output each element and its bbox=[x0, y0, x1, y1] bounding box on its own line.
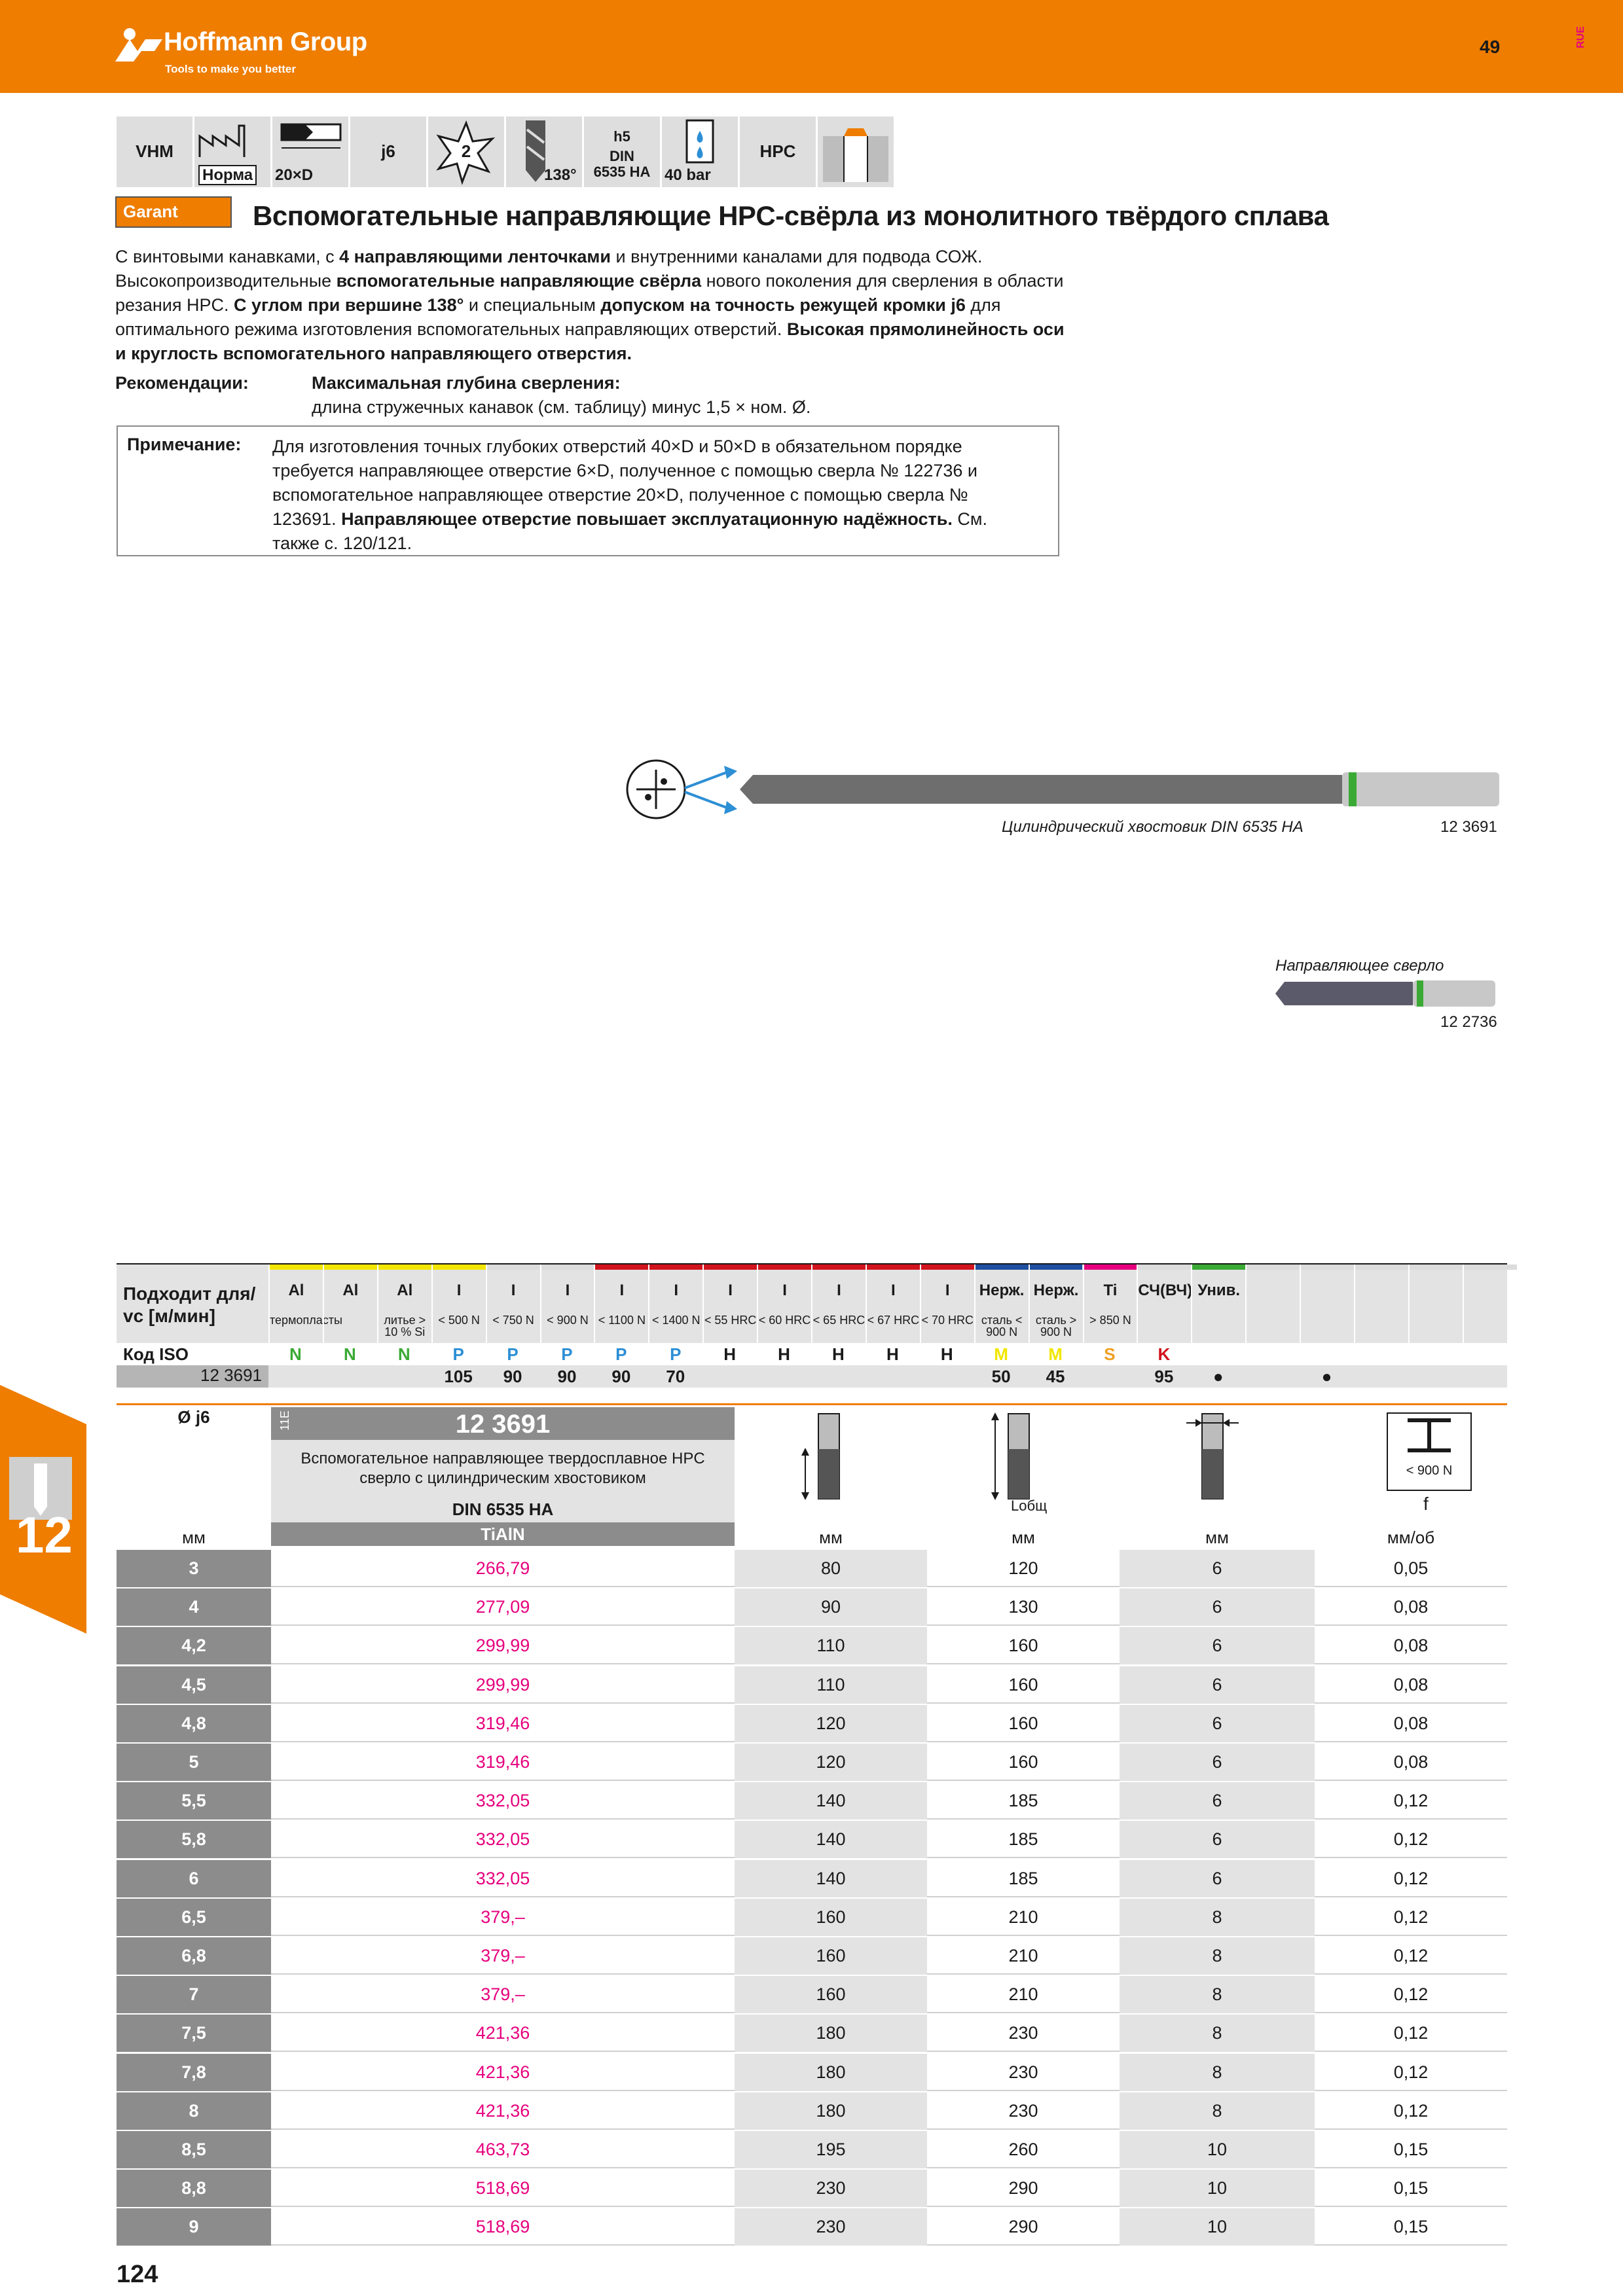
total-length-cell: 230 bbox=[927, 2054, 1120, 2091]
depth-icon bbox=[272, 117, 348, 187]
cutting-speed: ● bbox=[1213, 1367, 1224, 1386]
diameter-cell: 8,8 bbox=[117, 2170, 271, 2207]
iso-code: P bbox=[452, 1344, 464, 1364]
total-length-cell: 185 bbox=[927, 1782, 1120, 1820]
feed-cell: 0,12 bbox=[1315, 1937, 1507, 1975]
iso-code: H bbox=[940, 1344, 953, 1364]
shank-dia-cell: 6 bbox=[1120, 1821, 1315, 1858]
header-band bbox=[0, 0, 1623, 93]
material-detail: термопласты bbox=[270, 1314, 342, 1327]
total-length-cell: 260 bbox=[927, 2131, 1120, 2168]
material-detail: < 500 N bbox=[438, 1314, 480, 1327]
material-name: I bbox=[511, 1282, 516, 1299]
material-detail: < 67 HRC bbox=[867, 1314, 920, 1327]
total-length-cell: 160 bbox=[927, 1627, 1120, 1664]
flute-length-cell: 140 bbox=[735, 1860, 927, 1897]
flute-length-cell: 180 bbox=[735, 2092, 927, 2130]
flute-length-cell: 230 bbox=[735, 2170, 927, 2207]
cutting-speed: 90 bbox=[503, 1367, 522, 1386]
shank-dia-cell: 6 bbox=[1120, 1705, 1315, 1742]
shank-dia-cell: 6 bbox=[1120, 1860, 1315, 1897]
material-name: Ti bbox=[1103, 1282, 1118, 1299]
feed-cell: 0,12 bbox=[1315, 1899, 1507, 1936]
recommendation-line2: длина стружечных канавок (см. таблицу) минус 1,5 × ном. Ø. bbox=[312, 397, 811, 417]
note-box bbox=[117, 425, 1059, 556]
unit-flute: мм bbox=[819, 1528, 843, 1547]
diameter-cell: 8,5 bbox=[117, 2131, 271, 2168]
total-length-cell: 160 bbox=[927, 1744, 1120, 1781]
iso-code: S bbox=[1104, 1344, 1116, 1364]
main-drill-caption: Цилиндрический хвостовик DIN 6535 HA bbox=[1002, 818, 1304, 836]
shank-dia-cell: 8 bbox=[1120, 1937, 1315, 1975]
iso-code: K bbox=[1158, 1344, 1171, 1364]
iso-code: N bbox=[289, 1344, 302, 1364]
diameter-cell: 5,5 bbox=[117, 1782, 271, 1820]
price-cell: 299,99 bbox=[271, 1627, 735, 1664]
material-name: Al bbox=[342, 1282, 359, 1299]
recommendation-line1: Максимальная глубина сверления: bbox=[312, 373, 621, 393]
vhm-icon bbox=[117, 117, 192, 187]
material-column bbox=[1354, 1265, 1408, 1343]
feed-material: < 900 N bbox=[1406, 1463, 1453, 1478]
flute-length-cell: 120 bbox=[735, 1744, 927, 1781]
price-cell: 379,– bbox=[271, 1976, 735, 2013]
iso-label: Код ISO bbox=[123, 1344, 189, 1364]
hoffmann-logo-icon bbox=[115, 25, 162, 62]
table-row bbox=[117, 2208, 1507, 2247]
page-title: Вспомогательные направляющие HPC-свёрла из монолитного твёрдого сплава bbox=[253, 200, 1329, 231]
diameter-cell: 7,8 bbox=[117, 2054, 271, 2091]
material-name: I bbox=[728, 1282, 733, 1299]
price-cell: 332,05 bbox=[271, 1782, 735, 1820]
pilot-drill-article: 12 2736 bbox=[1440, 1013, 1497, 1031]
iso-code: M bbox=[1048, 1344, 1063, 1364]
diameter-cell: 5,8 bbox=[117, 1821, 271, 1858]
material-name: I bbox=[565, 1282, 570, 1299]
shank-dia-cell: 10 bbox=[1120, 2131, 1315, 2168]
material-name: I bbox=[891, 1282, 896, 1299]
unit-dia: мм bbox=[182, 1528, 206, 1547]
feed-cell: 0,15 bbox=[1315, 2170, 1507, 2207]
table-row bbox=[117, 1744, 1507, 1782]
pilot-drill-caption: Направляющее сверло bbox=[1275, 957, 1444, 975]
shank-standard: 6535 HA bbox=[593, 164, 651, 180]
flutes-label: 2 bbox=[461, 141, 471, 161]
iso-code: N bbox=[397, 1344, 410, 1364]
table-row bbox=[117, 1976, 1507, 2015]
garant-badge: Garant bbox=[115, 196, 232, 228]
diameter-cell: 6 bbox=[117, 1860, 271, 1897]
material-column bbox=[974, 1265, 1029, 1343]
diameter-cell: 3 bbox=[117, 1550, 271, 1587]
feed-cell: 0,08 bbox=[1315, 1627, 1507, 1664]
steel-beam-icon bbox=[1388, 1414, 1470, 1460]
brand-name: Hoffmann Group bbox=[164, 27, 367, 56]
flute-length-cell: 180 bbox=[735, 2054, 927, 2091]
table-row bbox=[117, 1550, 1507, 1588]
catalog-page-code: 49 bbox=[1480, 37, 1501, 57]
iso-code: H bbox=[886, 1344, 899, 1364]
feed-cell: 0,12 bbox=[1315, 1821, 1507, 1858]
material-column bbox=[648, 1265, 702, 1343]
table-row bbox=[117, 1705, 1507, 1744]
price-cell: 421,36 bbox=[271, 2054, 735, 2091]
units-row bbox=[117, 1525, 1507, 1549]
diameter-cell: 4,2 bbox=[117, 1627, 271, 1664]
flute-length-cell: 110 bbox=[735, 1627, 927, 1664]
material-detail: < 1400 N bbox=[651, 1314, 701, 1327]
feed-cell: 0,05 bbox=[1315, 1550, 1507, 1587]
suitability-article: 12 3691 bbox=[117, 1365, 268, 1388]
price-cell: 518,69 bbox=[271, 2208, 735, 2246]
price-cell: 518,69 bbox=[271, 2170, 735, 2207]
material-column bbox=[540, 1265, 594, 1343]
flute-length-cell: 160 bbox=[735, 1937, 927, 1975]
feed-cell: 0,08 bbox=[1315, 1666, 1507, 1704]
table-row bbox=[117, 1937, 1507, 1976]
feed-cell: 0,08 bbox=[1315, 1588, 1507, 1626]
coating: TiAlN bbox=[271, 1522, 735, 1546]
iso-code: H bbox=[778, 1344, 790, 1364]
diameter-cell: 7,5 bbox=[117, 2015, 271, 2052]
table-row bbox=[117, 1899, 1507, 1937]
material-name: I bbox=[456, 1282, 462, 1299]
price-cell: 332,05 bbox=[271, 1821, 735, 1858]
feed-cell: 0,12 bbox=[1315, 1976, 1507, 2013]
total-length-cell: 185 bbox=[927, 1821, 1120, 1858]
flute-length-cell: 110 bbox=[735, 1666, 927, 1704]
diameter-cell: 6,8 bbox=[117, 1937, 271, 1975]
flute-length-cell: 160 bbox=[735, 1976, 927, 2013]
flute-length-cell: 195 bbox=[735, 2131, 927, 2168]
material-column bbox=[757, 1265, 811, 1343]
material-name: I bbox=[782, 1282, 787, 1299]
total-length-cell: 160 bbox=[927, 1705, 1120, 1742]
flute-length-cell: 140 bbox=[735, 1782, 927, 1820]
pilot-drill-image bbox=[1275, 979, 1498, 1008]
diameter-cell: 4,8 bbox=[117, 1705, 271, 1742]
material-detail: сталь > 900 N bbox=[1035, 1314, 1077, 1338]
material-detail: < 750 N bbox=[492, 1314, 534, 1327]
cutting-speed: 90 bbox=[557, 1367, 577, 1386]
shank-tolerance: h5 bbox=[613, 128, 630, 145]
table-row bbox=[117, 1821, 1507, 1859]
material-column bbox=[1137, 1265, 1191, 1343]
material-detail: литье > 10 % Si bbox=[384, 1314, 426, 1338]
shank-din: DIN bbox=[610, 148, 634, 164]
flutes-icon bbox=[428, 117, 504, 187]
flute-length-cell: 230 bbox=[735, 2208, 927, 2246]
material-column bbox=[1463, 1265, 1517, 1343]
shank-dia-cell: 8 bbox=[1120, 2015, 1315, 2052]
total-length-cell: 230 bbox=[927, 2092, 1120, 2130]
total-length-cell: 210 bbox=[927, 1899, 1120, 1936]
material-detail: < 70 HRC bbox=[921, 1314, 974, 1327]
dia-header: Ø j6 bbox=[177, 1407, 210, 1427]
material-detail: < 55 HRC bbox=[704, 1314, 757, 1327]
iso-code: H bbox=[832, 1344, 845, 1364]
vhm-label: VHM bbox=[136, 141, 173, 161]
product-standard: DIN 6535 HA bbox=[271, 1496, 735, 1522]
table-row bbox=[117, 1666, 1507, 1705]
iso-code: P bbox=[507, 1344, 519, 1364]
diameter-cell: 9 bbox=[117, 2208, 271, 2246]
feed-symbol: f bbox=[1423, 1494, 1429, 1514]
suitability-label: Подходит для/ vc [м/мин] bbox=[123, 1283, 256, 1326]
flute-length-cell: 80 bbox=[735, 1550, 927, 1587]
shank-dia-cell: 10 bbox=[1120, 2170, 1315, 2207]
material-column bbox=[323, 1265, 377, 1343]
diameter-cell: 6,5 bbox=[117, 1899, 271, 1936]
price-cell: 379,– bbox=[271, 1899, 735, 1936]
table-row bbox=[117, 1627, 1507, 1666]
iso-code: M bbox=[994, 1344, 1008, 1364]
table-row bbox=[117, 2054, 1507, 2092]
iso-code: P bbox=[615, 1344, 627, 1364]
price-cell: 299,99 bbox=[271, 1666, 735, 1704]
feed-cell: 0,12 bbox=[1315, 2015, 1507, 2052]
shank-dia-cell: 8 bbox=[1120, 2092, 1315, 2130]
total-length-cell: 210 bbox=[927, 1937, 1120, 1975]
table-row bbox=[117, 1860, 1507, 1899]
total-length-cell: 290 bbox=[927, 2208, 1120, 2246]
material-detail: < 65 HRC bbox=[812, 1314, 866, 1327]
material-column bbox=[1408, 1265, 1463, 1343]
material-column bbox=[702, 1265, 757, 1343]
tolerance-label: j6 bbox=[381, 141, 395, 161]
material-detail: < 1100 N bbox=[598, 1314, 646, 1327]
shank-dia-cell: 6 bbox=[1120, 1744, 1315, 1781]
price-cell: 319,46 bbox=[271, 1744, 735, 1781]
note-label: Примечание: bbox=[127, 435, 242, 454]
material-name: Нерж. bbox=[979, 1282, 1025, 1299]
feed-cell: 0,12 bbox=[1315, 1782, 1507, 1820]
price-cell: 332,05 bbox=[271, 1860, 735, 1897]
material-detail: < 60 HRC bbox=[758, 1314, 811, 1327]
material-column bbox=[811, 1265, 866, 1343]
price-cell: 421,36 bbox=[271, 2092, 735, 2130]
unit-feed: мм/об bbox=[1387, 1528, 1435, 1547]
feed-cell: 0,08 bbox=[1315, 1705, 1507, 1742]
price-cell: 421,36 bbox=[271, 2015, 735, 2052]
feed-cell: 0,12 bbox=[1315, 1860, 1507, 1897]
note-text: Для изготовления точных глубоких отверстий 40×D и 50×D в обязательном порядке требуется направляющее отверстие 6×D, полученное с помощью сверла № 122736 и вспомогательное направляющее отверстие 20×D, полученное с помощью сверла № 123691. Направляющее отверстие повышает эксплуатационную надёжность. См. также с. 120/121. bbox=[272, 437, 987, 553]
shank-dia-cell: 6 bbox=[1120, 1550, 1315, 1587]
iso-code: H bbox=[723, 1344, 737, 1364]
cutting-speed: 70 bbox=[666, 1367, 685, 1386]
total-length-cell: 185 bbox=[927, 1860, 1120, 1897]
recommendation-label: Рекомендации: bbox=[115, 373, 249, 393]
hpc-label: HPC bbox=[759, 141, 796, 161]
shank-dia-cell: 6 bbox=[1120, 1588, 1315, 1626]
diameter-cell: 4 bbox=[117, 1588, 271, 1626]
chapter-number: 12 bbox=[16, 1506, 73, 1564]
total-length-sub: Lобщ bbox=[1011, 1498, 1048, 1514]
material-detail: сталь < 900 N bbox=[981, 1314, 1023, 1338]
shank-dia-icon bbox=[1160, 1410, 1265, 1508]
material-column bbox=[486, 1265, 540, 1343]
material-name: Нерж. bbox=[1033, 1282, 1079, 1299]
iso-code: P bbox=[561, 1344, 573, 1364]
feed-cell: 0,15 bbox=[1315, 2208, 1507, 2246]
total-length-cell: 230 bbox=[927, 2015, 1120, 2052]
diameter-cell: 4,5 bbox=[117, 1666, 271, 1704]
material-name: I bbox=[837, 1282, 841, 1299]
table-row bbox=[117, 2131, 1507, 2170]
material-column bbox=[1245, 1265, 1300, 1343]
pilot-hole-icon bbox=[818, 117, 894, 187]
total-length-cell: 130 bbox=[927, 1588, 1120, 1626]
material-column bbox=[1029, 1265, 1083, 1343]
feed-cell: 0,15 bbox=[1315, 2131, 1507, 2168]
shank-dia-cell: 6 bbox=[1120, 1666, 1315, 1704]
iso-code-row bbox=[117, 1343, 1507, 1365]
shank-icon bbox=[584, 117, 660, 187]
cutting-speed: 45 bbox=[1046, 1367, 1065, 1386]
price-cell: 277,09 bbox=[271, 1588, 735, 1626]
point-angle-icon bbox=[506, 117, 582, 187]
material-name: Al bbox=[288, 1282, 304, 1299]
product-description: С винтовыми канавками, с 4 направляющими ленточками и внутренними каналами для подвода СОЖ. Высокопроизводительные вспомогательные направляющие свёрла нового поколения для сверления в области резания HPC. С углом при вершине 138° и специальным допуском на точность режущей кромки j6 для оптимального режима изготовления вспомогательных направляющих отверстий. Высокая прямолинейность оси и круглость вспомогательного направляющего отверстия. bbox=[115, 247, 1065, 363]
price-cell: 266,79 bbox=[271, 1550, 735, 1587]
total-length-cell: 210 bbox=[927, 1976, 1120, 2013]
flute-length-cell: 180 bbox=[735, 2015, 927, 2052]
flute-length-cell: 160 bbox=[735, 1899, 927, 1936]
diameter-cell: 8 bbox=[117, 2092, 271, 2130]
material-name: I bbox=[945, 1282, 950, 1299]
total-length-cell: 290 bbox=[927, 2170, 1120, 2207]
material-column bbox=[866, 1265, 920, 1343]
table-row bbox=[117, 2015, 1507, 2053]
flute-length-cell: 140 bbox=[735, 1821, 927, 1858]
material-name: I bbox=[674, 1282, 679, 1299]
material-name: СЧ(ВЧ) bbox=[1138, 1282, 1193, 1299]
shank-dia-cell: 8 bbox=[1120, 2054, 1315, 2091]
material-column bbox=[268, 1265, 342, 1343]
norm-icon bbox=[194, 117, 270, 187]
hpc-icon bbox=[740, 117, 816, 187]
shank-dia-cell: 8 bbox=[1120, 1899, 1315, 1936]
feed-cell: 0,12 bbox=[1315, 2092, 1507, 2130]
table-row bbox=[117, 2170, 1507, 2208]
code-tag: 11E bbox=[278, 1410, 291, 1431]
unit-total: мм bbox=[1012, 1528, 1035, 1547]
cutting-speed: 95 bbox=[1154, 1367, 1174, 1386]
material-column bbox=[594, 1265, 648, 1343]
feed-cell: 0,08 bbox=[1315, 1744, 1507, 1781]
property-icon-strip bbox=[117, 117, 894, 187]
material-name: I bbox=[619, 1282, 625, 1299]
material-detail: > 850 N bbox=[1089, 1314, 1131, 1327]
material-name: Al bbox=[397, 1282, 413, 1299]
pilot-hole-diagram-icon bbox=[818, 117, 894, 187]
shank-dia-cell: 8 bbox=[1120, 1976, 1315, 2013]
price-cell: 463,73 bbox=[271, 2131, 735, 2168]
material-column bbox=[1300, 1265, 1354, 1343]
feed-cell: 0,12 bbox=[1315, 2054, 1507, 2091]
material-column bbox=[431, 1265, 486, 1343]
flute-length-cell: 120 bbox=[735, 1705, 927, 1742]
material-column bbox=[1191, 1265, 1245, 1343]
norm-label: Норма bbox=[198, 165, 257, 185]
cutting-speed: ● bbox=[1321, 1367, 1332, 1386]
flute-length-cell: 90 bbox=[735, 1588, 927, 1626]
depth-label: 20×D bbox=[275, 166, 314, 184]
brand-tagline: Tools to make you better bbox=[165, 63, 296, 75]
material-column bbox=[377, 1265, 431, 1343]
coolant-icon bbox=[662, 117, 738, 187]
article-number: 12 3691 bbox=[455, 1410, 551, 1439]
diameter-cell: 7 bbox=[117, 1976, 271, 2013]
cutting-speed: 105 bbox=[444, 1367, 473, 1386]
cutting-speed: 90 bbox=[611, 1367, 631, 1386]
material-name: Унив. bbox=[1197, 1282, 1241, 1299]
article-header bbox=[271, 1407, 735, 1440]
material-column bbox=[920, 1265, 974, 1343]
page-number: 124 bbox=[117, 2261, 158, 2288]
table-row bbox=[117, 1588, 1507, 1627]
table-row bbox=[117, 1782, 1507, 1821]
shank-dia-cell: 6 bbox=[1120, 1782, 1315, 1820]
price-cell: 379,– bbox=[271, 1937, 735, 1975]
material-column bbox=[1083, 1265, 1137, 1343]
tolerance-icon bbox=[350, 117, 426, 187]
diameter-cell: 5 bbox=[117, 1744, 271, 1781]
total-length-cell: 160 bbox=[927, 1666, 1120, 1704]
iso-code: P bbox=[670, 1344, 682, 1364]
total-length-cell: 120 bbox=[927, 1550, 1120, 1587]
language-code: RUE bbox=[1575, 26, 1586, 48]
price-cell: 319,46 bbox=[271, 1705, 735, 1742]
unit-shank: мм bbox=[1205, 1528, 1229, 1547]
point-angle-label: 138° bbox=[544, 166, 577, 184]
cutting-speed-row bbox=[117, 1365, 1507, 1388]
shank-dia-cell: 10 bbox=[1120, 2208, 1315, 2246]
feed-icon bbox=[1387, 1412, 1472, 1491]
flute-length-icon bbox=[778, 1410, 883, 1508]
cutting-speed: 50 bbox=[991, 1367, 1011, 1386]
iso-code: N bbox=[343, 1344, 356, 1364]
main-drill-article: 12 3691 bbox=[1440, 818, 1497, 836]
material-detail: < 900 N bbox=[547, 1314, 589, 1327]
product-desc: Вспомогательное направляющее твердосплавное HPC сверло с цилиндрическим хвостовиком bbox=[271, 1440, 735, 1499]
table-row bbox=[117, 2092, 1507, 2131]
shank-dia-cell: 6 bbox=[1120, 1627, 1315, 1664]
coolant-label: 40 bar bbox=[665, 166, 711, 184]
